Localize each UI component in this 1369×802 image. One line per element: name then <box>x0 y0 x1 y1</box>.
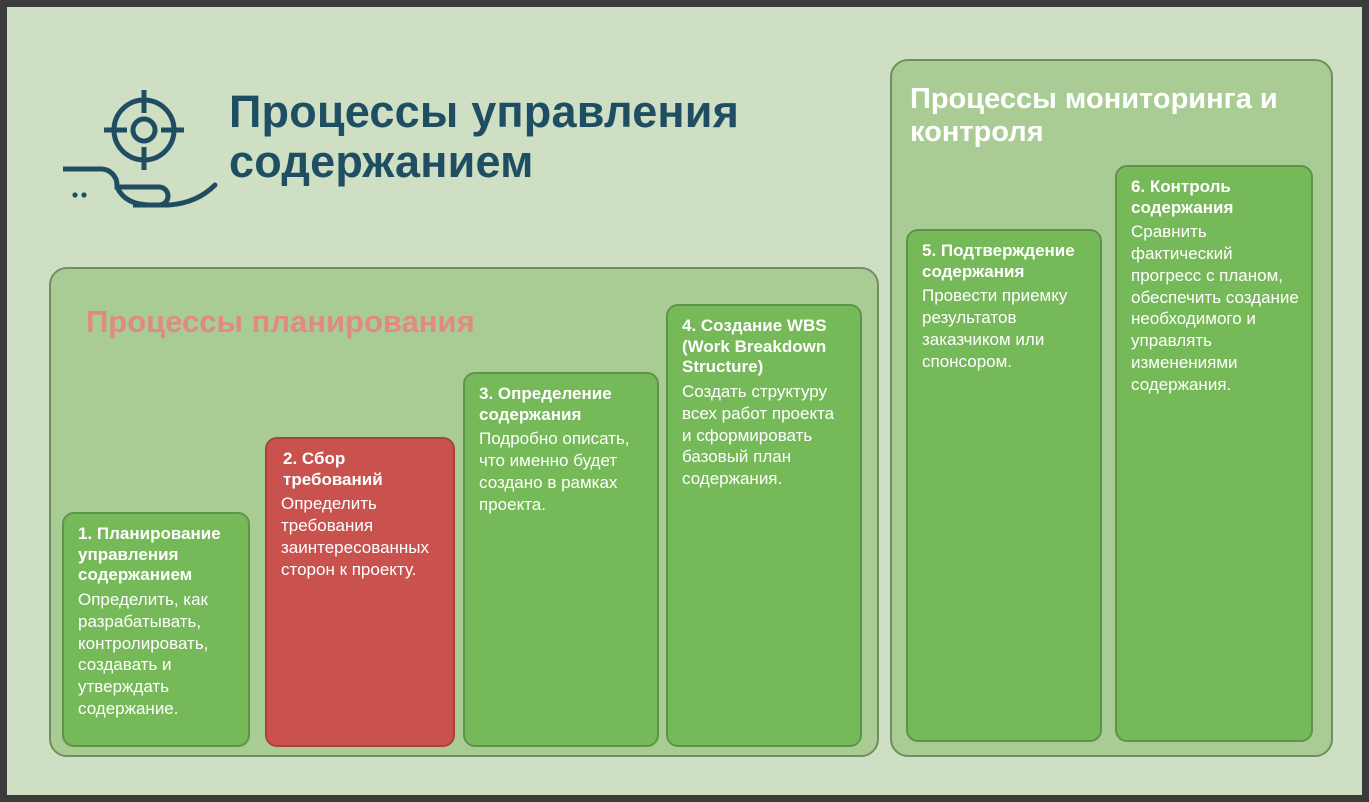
process-card-4-title: 4. Создание WBS (Work Breakdown Structure) <box>682 316 827 377</box>
group-planning-title: Процессы планирования <box>86 304 475 339</box>
process-card-1-body: Определить, как разрабатывать, контролировать, создавать и утверждать содержание. <box>78 590 209 718</box>
page-title: Процессы управления содержанием <box>229 86 740 188</box>
process-card-3[interactable] <box>463 372 659 747</box>
group-monitoring-title: Процессы мониторинга и контроля <box>910 83 1278 149</box>
process-card-4-body: Создать структуру всех работ проекта и сформировать базовый план содержания. <box>682 382 835 489</box>
process-card-3-title: 3. Определение содержания <box>479 384 612 424</box>
process-card-5[interactable] <box>906 229 1102 742</box>
process-card-1-title: 1. Планирование управления содержанием <box>78 524 221 585</box>
process-card-2[interactable] <box>265 437 455 747</box>
process-card-4[interactable] <box>666 304 862 747</box>
title-area <box>59 77 879 227</box>
process-card-6-body: Сравнить фактический прогресс с планом, обеспечить создание необходимого и управлять изменениями содержания. <box>1131 222 1299 394</box>
process-card-1[interactable] <box>62 512 250 747</box>
process-card-2-body: Определить требования заинтересованных сторон к проекту. <box>281 494 430 579</box>
target-in-hand-icon <box>59 77 219 227</box>
process-card-3-body: Подробно описать, что именно будет создано в рамках проекта. <box>479 429 630 514</box>
process-card-2-title: 2. Сбор требований <box>283 449 383 489</box>
process-card-6-title: 6. Контроль содержания <box>1131 177 1234 217</box>
process-card-5-title: 5. Подтверждение содержания <box>922 241 1075 281</box>
process-card-6[interactable] <box>1115 165 1313 742</box>
process-card-5-body: Провести приемку результатов заказчиком или спонсором. <box>922 286 1068 371</box>
